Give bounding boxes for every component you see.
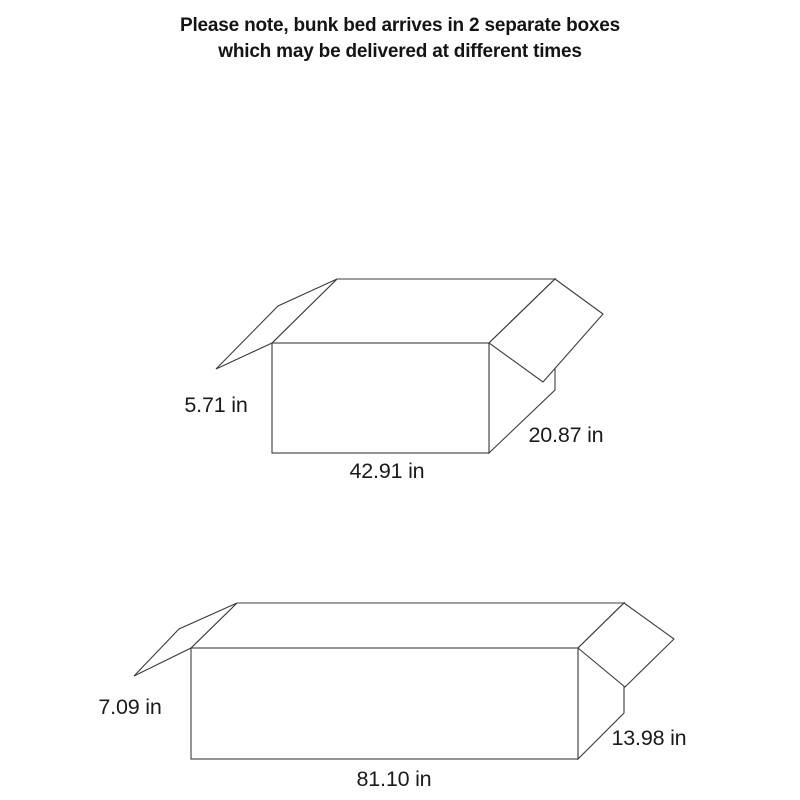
box2-front-face [191, 648, 578, 759]
box2-top-face [191, 603, 624, 648]
box1-front-face [272, 343, 489, 453]
box1-width-label: 42.91 in [349, 459, 425, 483]
delivery-note-line2: which may be delivered at different times [218, 41, 582, 62]
box2-depth-label: 13.98 in [611, 726, 687, 750]
box2-height-label: 7.09 in [98, 695, 162, 719]
box2-width-label: 81.10 in [356, 767, 432, 791]
box1-depth-label: 20.87 in [528, 423, 604, 447]
box2-outline [134, 603, 674, 759]
box1-height-label: 5.71 in [184, 393, 248, 417]
delivery-note-line1: Please note, bunk bed arrives in 2 separate boxes [179, 15, 621, 36]
